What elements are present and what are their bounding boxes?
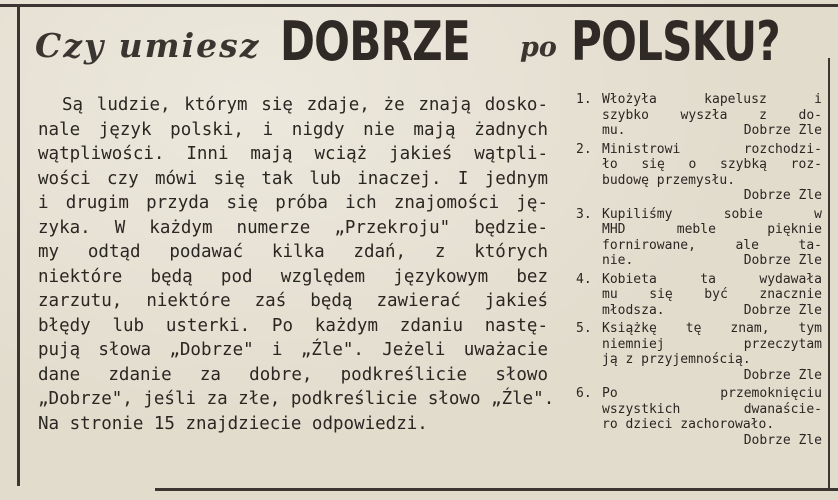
answer-bad[interactable]: Źle	[798, 432, 822, 448]
quiz-text: ło się o szybką roz-	[602, 157, 822, 172]
quiz-number	[576, 253, 602, 269]
quiz-text: MHD meble pięknie	[602, 222, 822, 237]
answer-bad[interactable]: Źle	[798, 123, 822, 138]
quiz-number: 5.	[576, 321, 592, 336]
quiz-item	[576, 272, 822, 319]
quiz-line	[576, 222, 822, 238]
quiz-line	[576, 238, 822, 254]
answer-options	[744, 303, 822, 319]
intro-line: „Dobrze", jeśli za złe, podkreślicie słowo „Źle".	[38, 389, 555, 409]
quiz-text: nie.	[602, 253, 634, 268]
quiz-number	[576, 222, 602, 238]
answer-options	[744, 368, 822, 384]
headline	[35, 8, 825, 73]
quiz-number: 1.	[576, 92, 592, 107]
quiz-line-with-answer	[602, 123, 822, 139]
quiz-line	[576, 303, 822, 319]
quiz-answer-row	[576, 188, 822, 204]
quiz-number	[576, 287, 602, 303]
headline-word-dobrze: DOBRZE	[280, 10, 470, 73]
quiz-text: budowę przemysłu.	[602, 172, 736, 188]
quiz-number	[576, 238, 602, 254]
answer-bad[interactable]: Źle	[798, 302, 822, 318]
answer-options	[744, 433, 822, 449]
answer-good[interactable]: Dobrze	[743, 367, 791, 383]
intro-line: nale język polski, i nigdy nie mają żadnych	[38, 119, 548, 140]
quiz-line	[576, 92, 822, 108]
answer-bad[interactable]: Źle	[798, 367, 822, 383]
quiz-text: Książkę tę znam, tym	[602, 321, 822, 336]
quiz-line	[576, 272, 822, 288]
quiz-text: mu.	[602, 123, 626, 138]
answer-good[interactable]: Dobrze	[743, 302, 791, 318]
quiz-line	[576, 253, 822, 269]
intro-paragraph	[38, 93, 555, 436]
quiz-line	[576, 142, 822, 158]
quiz-list	[576, 92, 822, 451]
quiz-number	[576, 173, 602, 189]
quiz-text: Kupiliśmy sobie w	[602, 206, 822, 222]
intro-line: zyka. W każdym numerze „Przekroju" będzie-	[38, 217, 548, 238]
intro-line: wości czy mówi się tak lub inaczej. I jednym	[38, 168, 548, 189]
quiz-line	[576, 108, 822, 124]
quiz-item	[576, 386, 822, 448]
quiz-text: młodsza.	[602, 302, 665, 318]
quiz-number	[576, 157, 602, 173]
quiz-text: wszystkich dwanaście-	[602, 401, 822, 417]
quiz-line	[576, 207, 822, 223]
quiz-number: 2.	[576, 141, 592, 157]
quiz-answer-row	[576, 433, 822, 449]
headline-connector: po	[520, 32, 557, 63]
intro-line: my odtąd podawać kilka zdań, z których	[38, 242, 548, 262]
quiz-line	[576, 123, 822, 139]
intro-line: pują słowa „Dobrze" i „Źle". Jeżeli uważacie	[38, 340, 548, 360]
quiz-text: Po przemoknięciu	[602, 386, 822, 401]
intro-line: Na stronie 15 znajdziecie odpowiedzi.	[38, 413, 428, 434]
quiz-line	[576, 337, 822, 353]
headline-lead: Czy umiesz	[35, 26, 261, 65]
answer-good[interactable]: Dobrze	[743, 253, 791, 268]
quiz-line	[576, 352, 822, 368]
quiz-number	[576, 402, 602, 418]
quiz-line	[576, 287, 822, 303]
quiz-text: szybko wyszła z do-	[602, 107, 822, 123]
quiz-line	[576, 157, 822, 173]
quiz-line	[576, 417, 822, 433]
quiz-line-with-answer	[602, 303, 822, 319]
intro-line: Są ludzie, którym się zdaje, że znają dosko-	[62, 95, 548, 115]
quiz-line	[576, 402, 822, 418]
quiz-item	[576, 92, 822, 139]
quiz-line-with-answer	[602, 253, 822, 269]
quiz-number	[576, 417, 602, 433]
quiz-number	[576, 303, 602, 319]
answer-options	[744, 253, 822, 269]
quiz-answer-row	[576, 368, 822, 384]
quiz-number: 4.	[576, 271, 592, 287]
answer-good[interactable]: Dobrze	[743, 188, 791, 203]
quiz-number-spacer	[576, 433, 602, 449]
quiz-text: fornirowane, ale ta-	[602, 237, 822, 253]
quiz-answer-cell	[602, 368, 822, 384]
right-rule	[828, 58, 830, 488]
quiz-text: mu się być znacznie	[602, 287, 822, 302]
answer-options	[744, 188, 822, 204]
quiz-line	[576, 386, 822, 402]
quiz-number	[576, 123, 602, 139]
quiz-text: ro dzieci zachorowało.	[602, 417, 775, 432]
quiz-item	[576, 207, 822, 269]
quiz-text: niemniej przeczytam	[602, 336, 822, 352]
quiz-text: Włożyła kapelusz i	[602, 92, 822, 107]
answer-bad[interactable]: Źle	[798, 188, 822, 203]
bottom-rule	[155, 488, 838, 491]
answer-good[interactable]: Dobrze	[743, 432, 791, 448]
quiz-number-spacer	[576, 368, 602, 384]
quiz-number	[576, 352, 602, 368]
quiz-number	[576, 337, 602, 353]
quiz-line	[576, 321, 822, 337]
intro-line: błędy lub usterki. Po każdym zdaniu nastę-	[38, 315, 548, 336]
intro-line: i drugim przyda się próba ich znajomości ję-	[38, 193, 548, 213]
answer-options	[744, 123, 822, 139]
quiz-item	[576, 321, 822, 383]
quiz-number: 6.	[576, 386, 592, 401]
quiz-text: Ministrowi rozchodzi-	[602, 141, 822, 157]
answer-bad[interactable]: Źle	[798, 253, 822, 268]
quiz-line	[576, 173, 822, 189]
intro-line: wątpliwości. Inni mają wciąż jakieś wątpli-	[38, 144, 548, 164]
intro-line: niektóre będą pod względem językowym bez	[38, 266, 548, 287]
left-rule	[17, 6, 20, 486]
answer-good[interactable]: Dobrze	[743, 123, 791, 138]
quiz-number-spacer	[576, 188, 602, 204]
quiz-text: Kobieta ta wydawała	[602, 271, 822, 287]
quiz-number: 3.	[576, 206, 592, 222]
intro-line: dane zdanie za dobre, podkreślicie słowo	[38, 364, 548, 385]
quiz-text: ją z przyjemnością.	[602, 352, 751, 367]
quiz-answer-cell	[602, 188, 822, 204]
intro-line: zarzutu, niektóre zaś będą zawierać jakieś	[38, 291, 548, 311]
quiz-number	[576, 108, 602, 124]
quiz-answer-cell	[602, 433, 822, 449]
top-rule	[0, 4, 838, 7]
headline-word-polsku: POLSKU?	[571, 10, 780, 73]
quiz-item	[576, 142, 822, 204]
